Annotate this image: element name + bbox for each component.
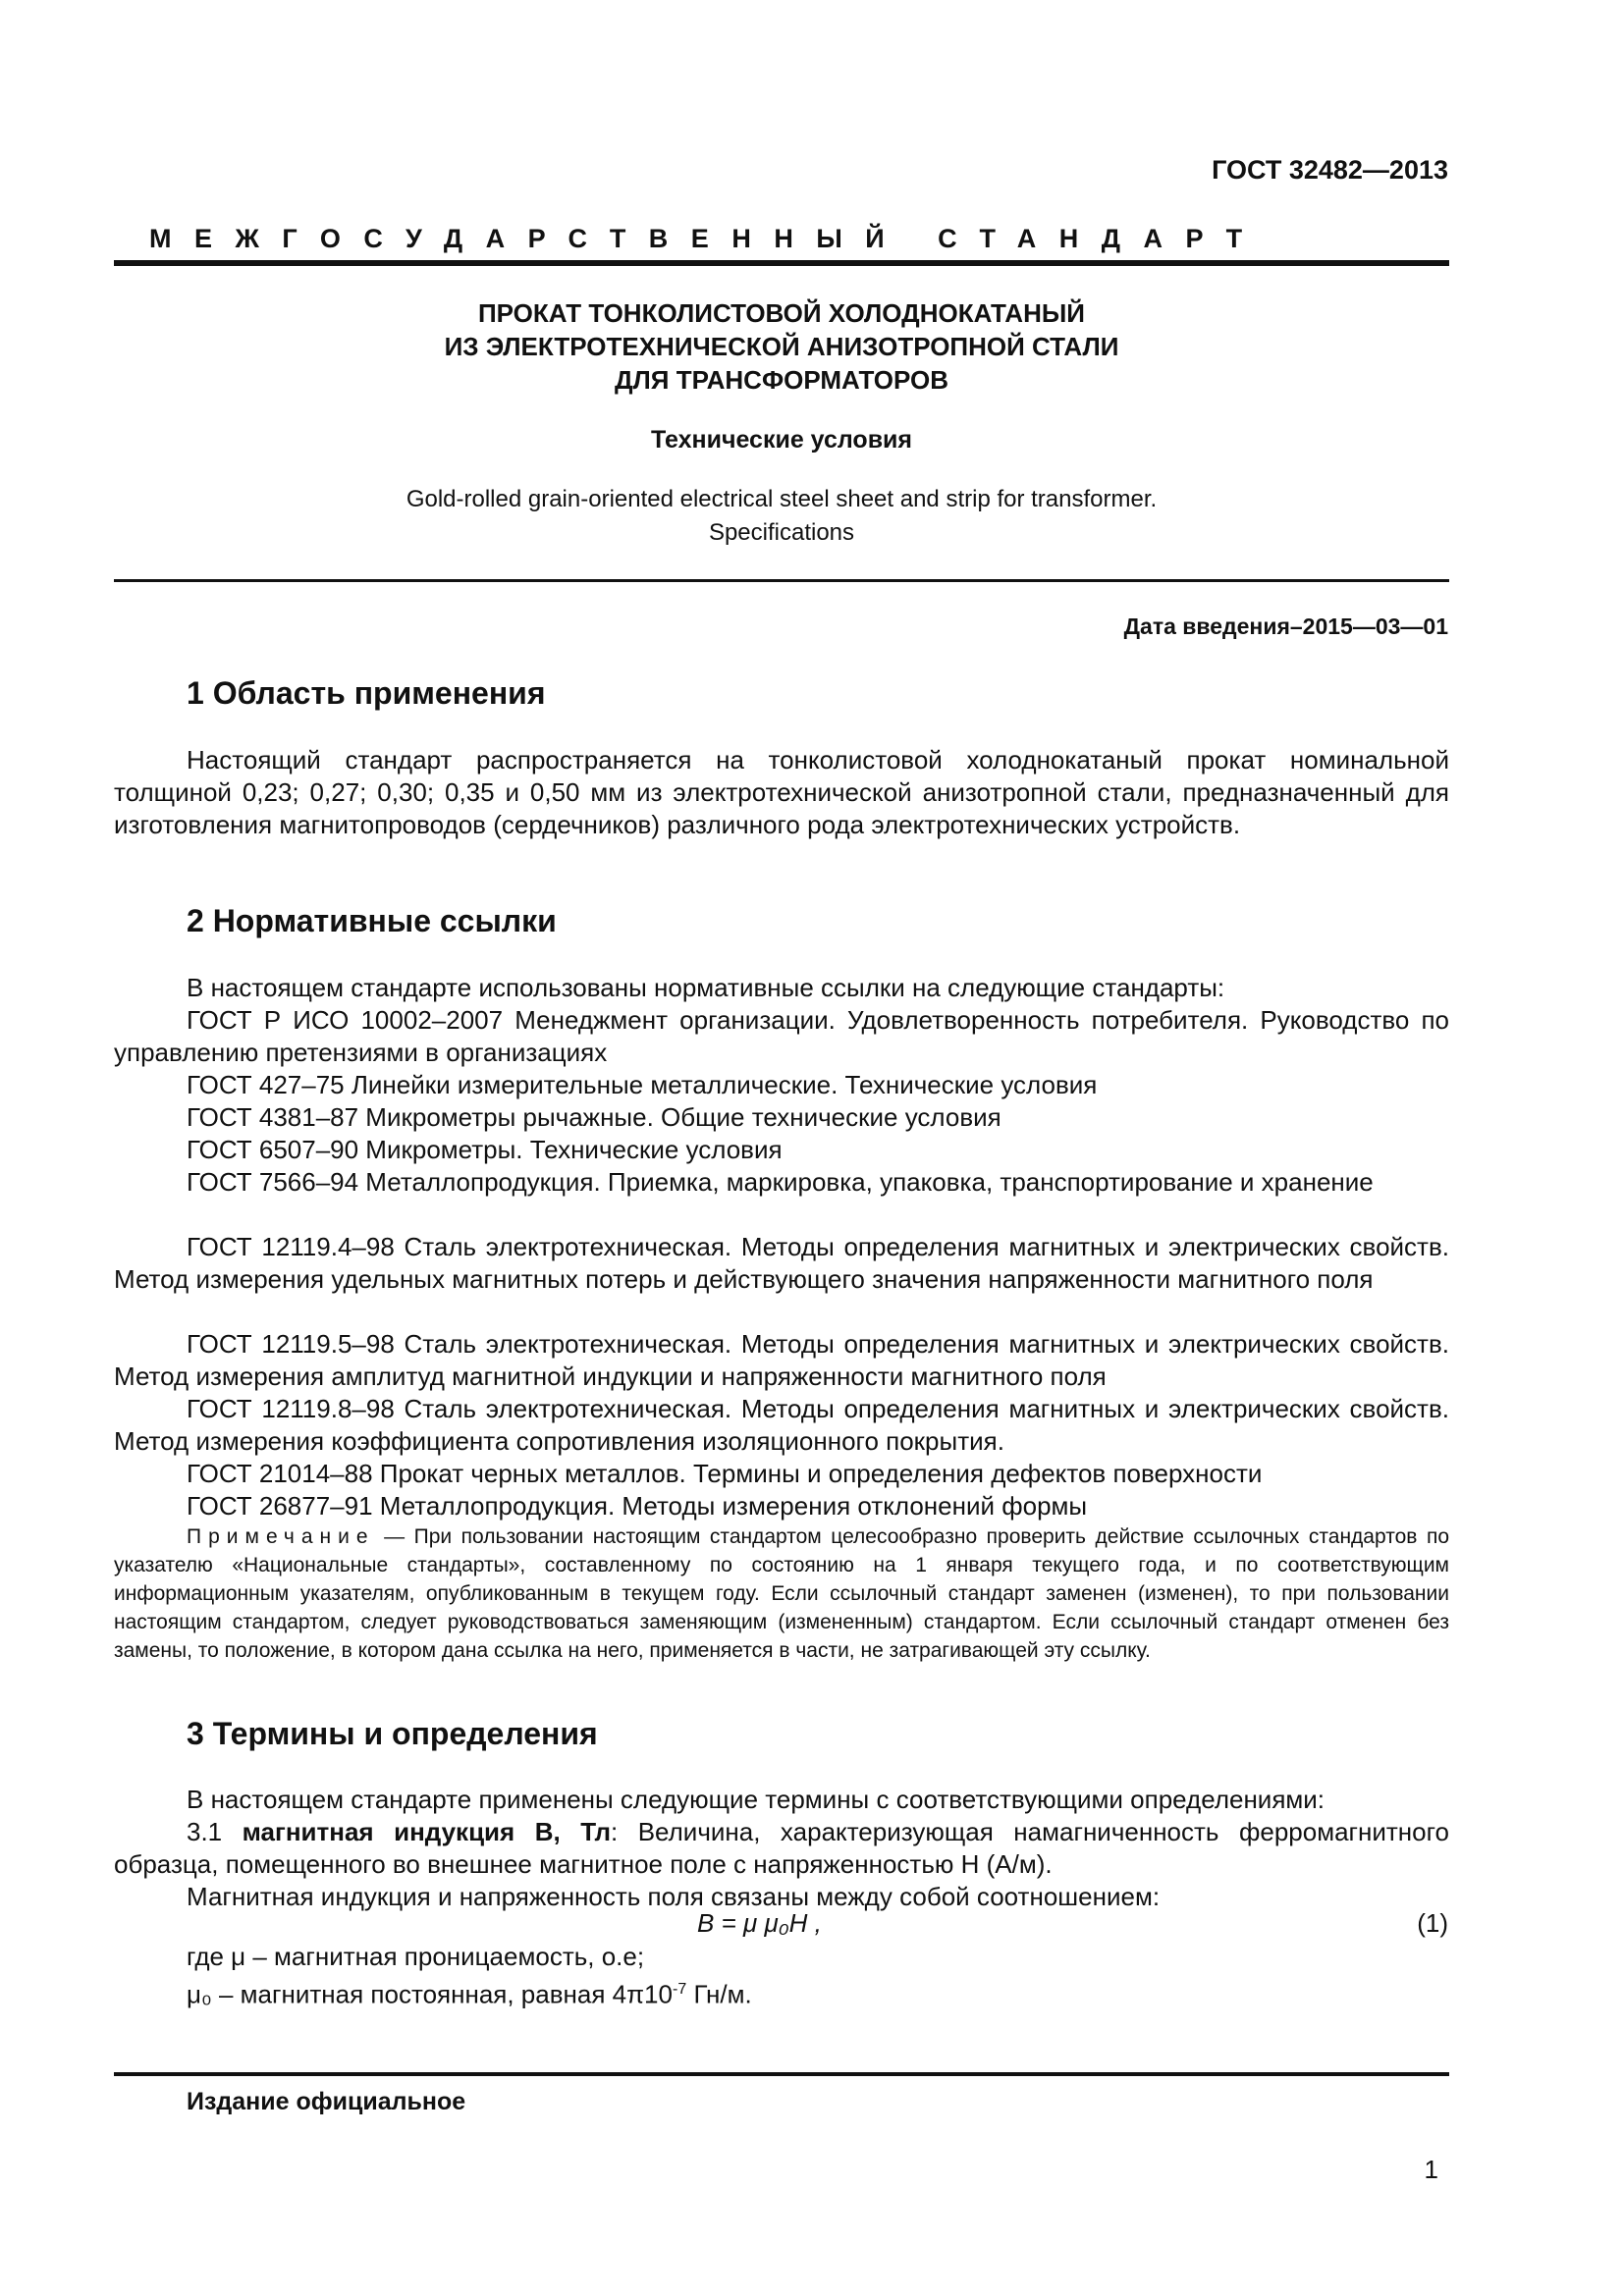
english-title-line-2: Specifications bbox=[708, 519, 855, 546]
mu0-unit: Гн/м. bbox=[686, 1979, 752, 2009]
reference-item: ГОСТ 6507–90 Микрометры. Технические условия bbox=[187, 1135, 783, 1164]
section-1-text: Настоящий стандарт распространяется на тонколистовой холоднокатаный прокат номинальной толщиной 0,23; 0,27; 0,30; 0,35 и 0,50 мм из электротехнической анизотропной стали, предназначенный для изготовления магнитопроводов (сердечников) различного рода электротехнических устройств. bbox=[114, 745, 1449, 839]
reference-item: ГОСТ 427–75 Линейки измерительные металлические. Технические условия bbox=[187, 1070, 1098, 1099]
footer-rule bbox=[114, 2072, 1449, 2076]
title-rule bbox=[114, 579, 1449, 582]
mu0-prefix: μ₀ – магнитная постоянная, равная 4π10 bbox=[187, 1979, 673, 2009]
section-2-note bbox=[114, 1522, 1449, 1665]
reference-item: ГОСТ 26877–91 Металлопродукция. Методы измерения отклонений формы bbox=[187, 1491, 1088, 1521]
document-subtitle-block bbox=[114, 426, 1449, 454]
note-text: — При пользовании настоящим стандартом целесообразно проверить действие ссылочных стандартов по указателю «Национальные стандарты», составленному по состоянию на 1 января текущего года, и по соответствующим информационным указателям, опубликованным в текущем году. Если ссылочный стандарт заменен (изменен), то при пользовании настоящим стандартом, следует руководствоваться заменяющим (измененным) стандартом. Если ссылочный стандарт отменен без замены, то положение, в котором дана ссылка на него, применяется в части, не затрагивающей эту ссылку. bbox=[114, 1525, 1449, 1662]
document-code: ГОСТ 32482—2013 bbox=[1212, 155, 1448, 185]
mu0-exponent: -7 bbox=[672, 1981, 687, 1998]
mu0-definition bbox=[187, 1973, 1449, 2011]
section-2-intro: В настоящем стандарте использованы нормативные ссылки на следующие стандарты: bbox=[187, 973, 1225, 1002]
title-line-2: ИЗ ЭЛЕКТРОТЕХНИЧЕСКОЙ АНИЗОТРОПНОЙ СТАЛИ bbox=[444, 332, 1119, 361]
reference-item: ГОСТ 12119.4–98 Сталь электротехническая. Методы определения магнитных и электрических свойств. Метод измерения удельных магнитных потерь и действующего значения напряженности магнитного поля bbox=[114, 1232, 1449, 1294]
document-subtitle: Технические условия bbox=[650, 426, 913, 454]
reference-item: ГОСТ Р ИСО 10002–2007 Менеджмент организации. Удовлетворенность потребителя. Руководство по управлению претензиями в организациях bbox=[114, 1005, 1449, 1067]
document-title bbox=[114, 296, 1449, 397]
formula-number: (1) bbox=[1417, 1908, 1448, 1938]
section-1-heading: 1 Область применения bbox=[187, 675, 546, 711]
reference-item: ГОСТ 12119.5–98 Сталь электротехническая. Методы определения магнитных и электрических свойств. Метод измерения амплитуд магнитной индукции и напряженности магнитного поля bbox=[114, 1329, 1449, 1391]
formula: B = μ μ₀H , bbox=[697, 1908, 822, 1938]
header-rule bbox=[114, 260, 1449, 266]
english-title bbox=[114, 483, 1449, 550]
where-mu: где μ – магнитная проницаемость, о.е; bbox=[187, 1942, 645, 1971]
section-3-heading: 3 Термины и определения bbox=[187, 1716, 598, 1751]
note-label: Примечание bbox=[187, 1525, 375, 1548]
title-line-1: ПРОКАТ ТОНКОЛИСТОВОЙ ХОЛОДНОКАТАНЫЙ bbox=[477, 298, 1085, 328]
section-3-intro: В настоящем стандарте применены следующие термины с соответствующими определениями: bbox=[187, 1785, 1325, 1814]
section-2-heading: 2 Нормативные ссылки bbox=[187, 903, 557, 938]
reference-item: ГОСТ 7566–94 Металлопродукция. Приемка, маркировка, упаковка, транспортирование и хранение bbox=[187, 1167, 1374, 1197]
relation-text: Магнитная индукция и напряженность поля связаны между собой соотношением: bbox=[187, 1882, 1161, 1911]
reference-item: ГОСТ 4381–87 Микрометры рычажные. Общие технические условия bbox=[187, 1102, 1001, 1132]
term-definition bbox=[114, 1816, 1449, 1881]
term-number: 3.1 bbox=[187, 1817, 243, 1846]
title-line-3: ДЛЯ ТРАНСФОРМАТОРОВ bbox=[615, 365, 948, 395]
standard-type-label: МЕЖГОСУДАРСТВЕННЫЙ СТАНДАРТ bbox=[149, 224, 1266, 253]
term-definition-text: : Величина, характеризующая намагниченность ферромагнитного образца, помещенного во внешнее магнитное поле с напряженностью Н (А/м). bbox=[114, 1817, 1449, 1879]
introduction-date: Дата введения–2015—03—01 bbox=[1123, 614, 1448, 639]
page-number: 1 bbox=[1424, 2155, 1438, 2184]
edition-label: Издание официальное bbox=[187, 2088, 466, 2115]
reference-item: ГОСТ 21014–88 Прокат черных металлов. Термины и определения дефектов поверхности bbox=[187, 1459, 1263, 1488]
reference-item: ГОСТ 12119.8–98 Сталь электротехническая. Методы определения магнитных и электрических свойств. Метод измерения коэффициента сопротивления изоляционного покрытия. bbox=[114, 1394, 1449, 1456]
english-title-line-1: Gold-rolled grain-oriented electrical steel sheet and strip for transformer. bbox=[406, 486, 1158, 512]
term-name: магнитная индукция В, Тл bbox=[242, 1817, 611, 1846]
